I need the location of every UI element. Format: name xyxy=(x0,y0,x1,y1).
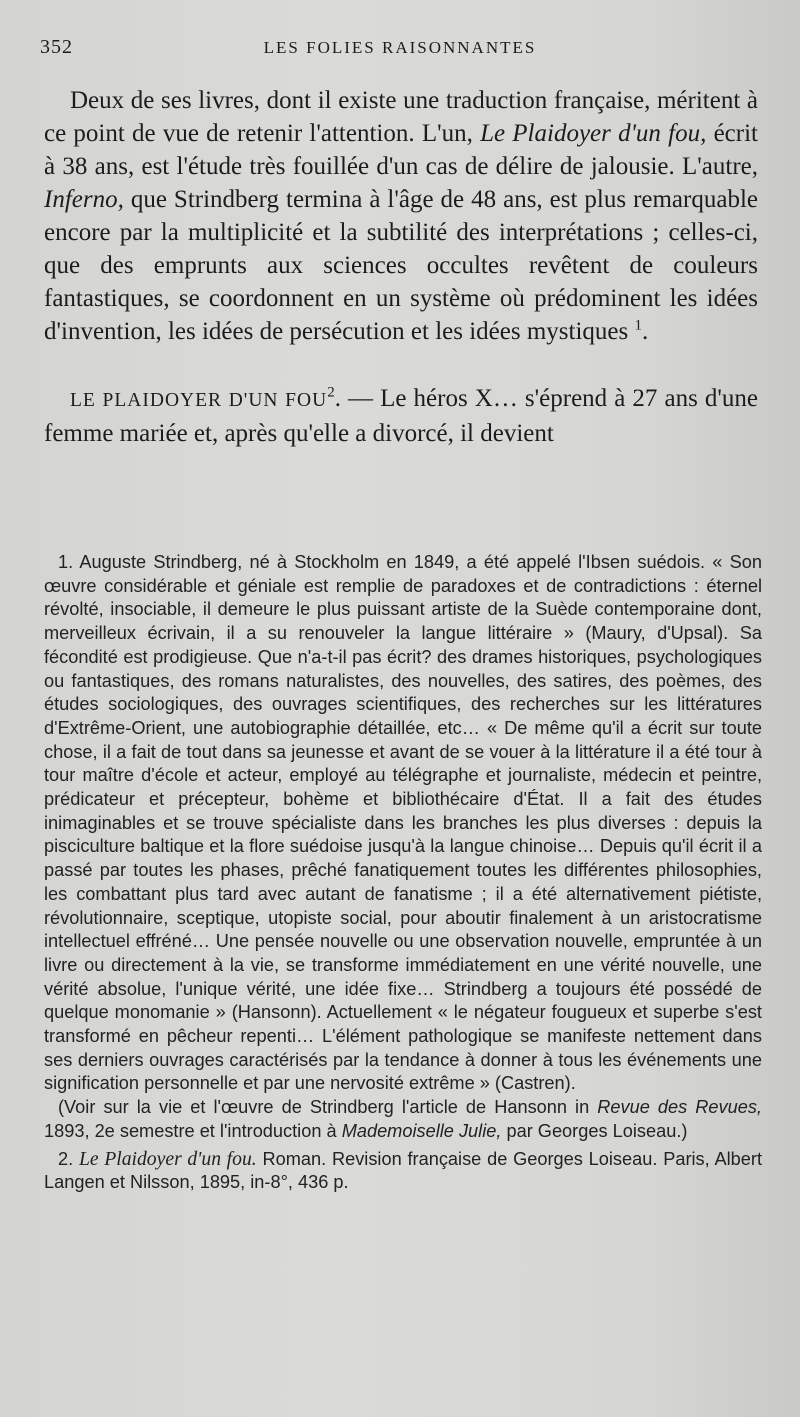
book-title-plaidoyer: Le Plaidoyer d'un fou, xyxy=(480,120,707,147)
footnote-1-cont-b: 1893, 2e semestre et l'introduction à xyxy=(44,1120,342,1141)
footnote-ref-2: 2 xyxy=(327,384,335,401)
footnote-2-number: 2. xyxy=(58,1148,74,1169)
page-number: 352 xyxy=(40,36,73,58)
footnote-2 xyxy=(44,1148,762,1195)
footnote-1-cont-c: par Georges Loiseau.) xyxy=(501,1120,688,1141)
footnote-1-number: 1. xyxy=(58,552,74,572)
play-title: Mademoiselle Julie, xyxy=(341,1120,502,1141)
section-heading: LE PLAIDOYER D'UN FOU xyxy=(70,390,328,411)
footnote-1 xyxy=(44,551,762,1096)
footnote-2-text: Roman. Revision française de Georges Loiseau. Paris, Albert Langen et Nilsson, 1895, in-8°, 436 p. xyxy=(44,1148,762,1193)
paragraph-1-end: . xyxy=(641,318,649,345)
footnote-1-text: Auguste Strindberg, né à Stockholm en 1849, a été appelé l'Ibsen suédois. « Son œuvre considérable et géniale est remplie de paradoxes et de contradictions : éternel révolté, insociable, il demeure le plus puissant artiste de la Suède contemporaine dont, merveilleux écrivain, il a su renouveler la langue littéraire » (Maury, d'Upsal). Sa fécondité est prodigieuse. Que n'a-t-il pas écrit? des drames historiques, psychologiques ou fantastiques, des romans naturalistes, des nouvelles, des satires, des poèmes, des études sociologiques, des ouvrages scientifiques, des recherches sur les littératures d'Extrême-Orient, une autobiographie détaillée, etc… « De même qu'il a écrit sur toute chose, il a fait de tout dans sa jeunesse et avant de se vouer à la littérature il a été tour à tour maître d'école et acteur, employé au télégraphe et journaliste, médecin et peintre, prédicateur et précepteur, bohème et bibliothécaire d'État. Il a fait des études inimaginables et se trouve spécialiste dans les branches les plus diverses : depuis la pisciculture baltique et la flore suédoise jusqu'à la langue chinoise… Depuis qu'il écrit il a passé par toutes les phases, prêché fanatiquement toutes les différentes philosophies, les combattant plus tard avec autant de fanatisme ; il a été alternativement piétiste, révolutionnaire, sceptique, utopiste social, pour aboutir finalement à un aristocratisme intellectuel effréné… Une pensée nouvelle ou une observation nouvelle, empruntée à un livre ou directement à la vie, se transforme immédiatement en une vérité nouvelle, une vérité absolue, l'unique vérité, une idée fixe… Strindberg a toujours été possédé de quelque monomanie » (Hansonn). Actuellement « le négateur fougueux et superbe s'est transformé en pêcheur repenti… L'élément pathologique se manifeste nettement dans ses derniers ouvrages caractérisés par la tendance à donner à tous les événements une signification personnelle et par une nervosité extrême » (Castren). xyxy=(44,552,762,1094)
paragraph-2 xyxy=(44,382,758,450)
main-text xyxy=(44,84,758,450)
paragraph-gap xyxy=(44,348,758,382)
page-header xyxy=(40,36,760,60)
footnotes xyxy=(44,551,762,1195)
footnote-1-cont-a: (Voir sur la vie et l'œuvre de Strindberg l'article de Hansonn in xyxy=(58,1097,598,1118)
running-title: LES FOLIES RAISONNANTES xyxy=(263,38,537,57)
footnote-ref-1: 1 xyxy=(634,317,642,334)
paragraph-1-text-b: écrit à 38 ans, est l'étude très fouillée d'un cas de délire de jalousie. L'autre, xyxy=(44,120,758,180)
paragraph-1-text-c: que Strindberg termina à l'âge de 48 ans, est plus remarquable encore par la multiplicité et la subtilité des interprétations ; celles-ci, que des emprunts aux sciences occultes revêtent de couleurs fantastiques, se coordonnent en un système où prédominent les idées d'invention, les idées de persécution et les idées mystiques xyxy=(44,186,758,345)
paragraph-1 xyxy=(44,84,758,348)
footnote-1-continuation xyxy=(44,1096,762,1143)
book-title-inferno: Inferno, xyxy=(44,186,124,213)
paragraph-2-text: . — Le héros X… s'éprend à 27 ans d'une femme mariée et, après qu'elle a divorcé, il devient xyxy=(44,385,758,447)
footnote-2-title: Le Plaidoyer d'un fou. xyxy=(78,1147,257,1170)
journal-title: Revue des Revues, xyxy=(597,1097,762,1118)
paragraph-1-text-a: Deux de ses livres, dont il existe une traduction française, méritent à ce point de vue de retenir l'attention. L'un, xyxy=(44,87,758,147)
